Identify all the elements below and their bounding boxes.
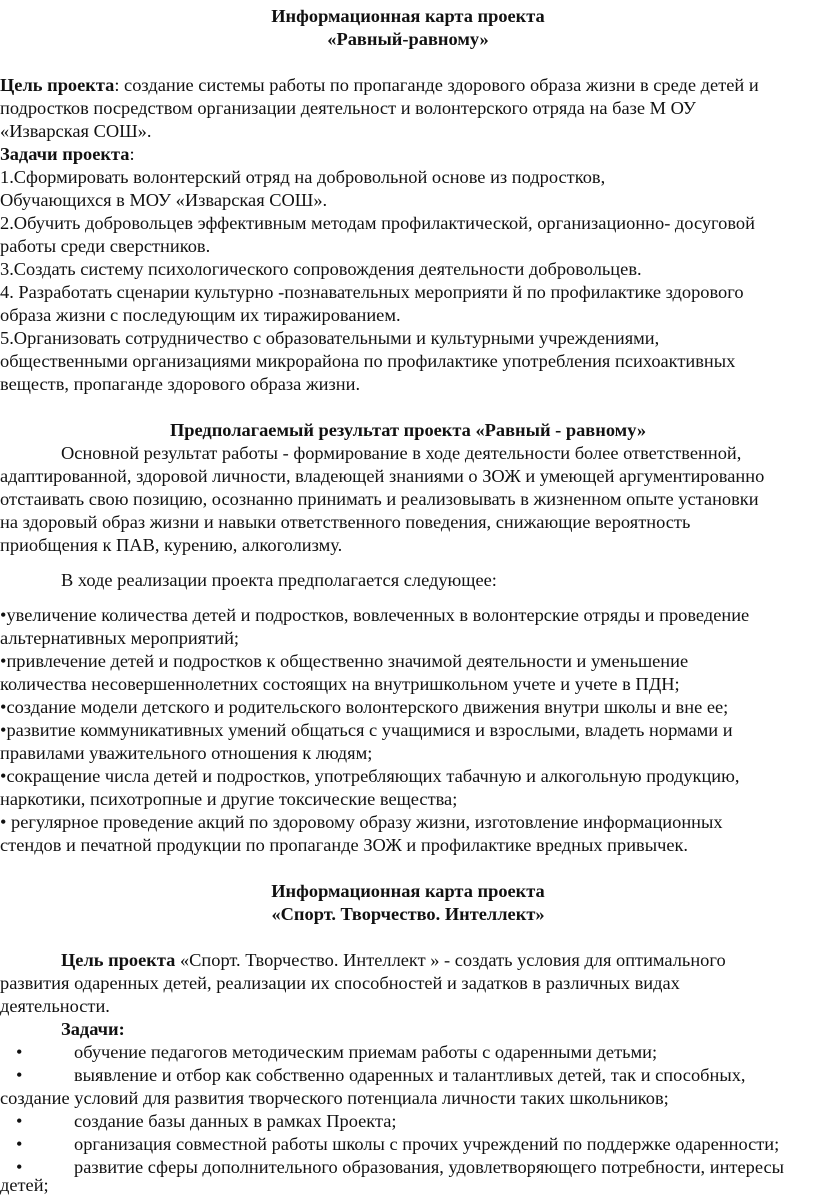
project1-bullet-line: стендов и печатной продукции по пропаганде ЗОЖ и профилактике вредных привычек.	[0, 835, 689, 855]
project2-goal-line-3: деятельности.	[0, 996, 110, 1016]
project2-task-item: • организация совместной работы школы с прочих учреждений по поддержке одаренности;	[16, 1134, 780, 1154]
project1-bullet-line: •создание модели детского и родительского волонтерского движения внутри школы и вне ее;	[0, 697, 729, 717]
bullet-icon: •	[16, 1157, 23, 1177]
project2-task-item: • обучение педагогов методическим приемам работы с одаренными детьми;	[16, 1042, 658, 1062]
project1-result-line: Основной результат работы - формирование в ходе деятельности более ответственной,	[61, 443, 742, 463]
project1-task-line: 3.Создать систему психологического сопровождения деятельности добровольцев.	[0, 259, 642, 279]
project1-tasks-label: Задачи проекта	[0, 144, 130, 164]
project1-goal-line-1: Цель проекта: создание системы работы по пропаганде здорового образа жизни в среде детей и	[0, 75, 759, 95]
project1-result-line: адаптированной, здоровой личности, владеющей знаниями о ЗОЖ и умеющей аргументированно	[0, 466, 765, 486]
project1-result-title: Предполагаемый результат проекта «Равный - равному»	[169, 420, 647, 440]
project2-task-item: • создание базы данных в рамках Проекта;	[16, 1111, 397, 1131]
project1-task-line: 5.Организовать сотрудничество с образовательными и культурными учреждениями,	[0, 328, 660, 348]
project2-task-item: • развитие сферы дополнительного образования, удовлетворяющего потребности, интересы	[16, 1157, 784, 1177]
project1-task-line: 4. Разработать сценарии культурно -познавательных мероприяти й по профилактике здорового	[0, 282, 744, 302]
project1-goal-line-3: «Изварская СОШ».	[0, 121, 152, 141]
project2-goal-label: Цель проекта	[61, 950, 176, 970]
project1-goal-line-2: подростков посредством организации деятельност и волонтерского отряда на базе М ОУ	[0, 98, 696, 118]
project1-task-line: общественными организациями микрорайона по профилактике употребления психоактивных	[0, 351, 736, 371]
project1-task-line: Обучающихся в МОУ «Изварская СОШ».	[0, 190, 328, 210]
project2-goal-line-1: Цель проекта «Спорт. Творчество. Интеллект » - создать условия для оптимального	[61, 950, 726, 970]
project2-task-continuation: детей;	[0, 1175, 49, 1195]
project1-bullet-line: альтернативных мероприятий;	[0, 628, 240, 648]
bullet-icon: •	[16, 1134, 23, 1154]
bullet-icon: •	[16, 1065, 23, 1085]
project2-goal-line-2: развития одаренных детей, реализации их способностей и задатков в различных видах	[0, 973, 680, 993]
project1-task-line: 2.Обучить добровольцев эффективным методам профилактической, организационно- досуговой	[0, 213, 755, 233]
project1-task-line: образа жизни с последующим их тиражированием.	[0, 305, 401, 325]
project1-title-line1: Информационная карта проекта	[271, 6, 545, 26]
project1-bullet-line: наркотики, психотропные и другие токсические вещества;	[0, 789, 458, 809]
project1-result-line: отстаивать свою позицию, осознанно принимать и реализовывать в жизненном опыте установки	[0, 489, 759, 509]
project1-task-line: 1.Сформировать волонтерский отряд на добровольной основе из подростков,	[0, 167, 606, 187]
project1-title-line2: «Равный-равному»	[327, 29, 489, 49]
project1-task-line: веществ, пропаганде здорового образа жизни.	[0, 374, 361, 394]
bullet-icon: •	[16, 1111, 23, 1131]
project1-bullet-line: •увеличение количества детей и подростков, вовлеченных в волонтерские отряды и проведение	[0, 605, 750, 625]
bullet-icon: •	[16, 1042, 23, 1062]
project2-title-line2: «Спорт. Творчество. Интеллект»	[271, 904, 545, 924]
project1-expected-intro: В ходе реализации проекта предполагается следующее:	[61, 570, 497, 590]
project1-result-line: приобщения к ПАВ, курению, алкоголизму.	[0, 535, 343, 555]
project1-task-line: работы среди сверстников.	[0, 236, 211, 256]
project1-goal-label: Цель проекта	[0, 75, 115, 95]
project1-bullet-line: • регулярное проведение акций по здоровому образу жизни, изготовление информационных	[0, 812, 723, 832]
project1-bullet-line: количества несовершеннолетних состоящих на внутришкольном учете и учете в ПДН;	[0, 674, 680, 694]
project1-result-line: на здоровый образ жизни и навыки ответственного поведения, снижающие вероятность	[0, 512, 691, 532]
project2-title-line1: Информационная карта проекта	[271, 881, 545, 901]
project2-tasks-label: Задачи:	[61, 1019, 125, 1039]
project2-task-item: • выявление и отбор как собственно одаренных и талантливых детей, так и способных,	[16, 1065, 746, 1085]
project1-bullet-line: •сокращение числа детей и подростков, употребляющих табачную и алкогольную продукцию,	[0, 766, 740, 786]
project1-bullet-line: •привлечение детей и подростков к общественно значимой деятельности и уменьшение	[0, 651, 689, 671]
project1-bullet-line: правилами уважительного отношения к людям;	[0, 743, 373, 763]
project1-bullet-line: •развитие коммуникативных умений общаться с учащимися и взрослыми, владеть нормами и	[0, 720, 733, 740]
project1-tasks-heading: Задачи проекта:	[0, 144, 135, 164]
project2-task-continuation: создание условий для развития творческого потенциала личности таких школьников;	[0, 1088, 669, 1108]
